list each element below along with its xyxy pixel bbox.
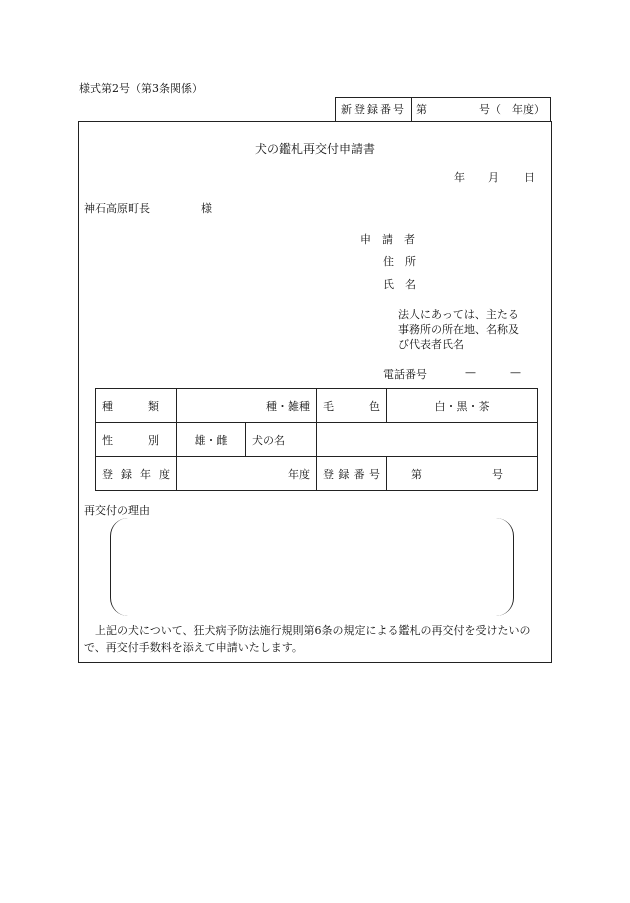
corporate-note-line2: 事務所の所在地、名称及 xyxy=(398,323,519,336)
applicant-name-label: 氏 名 xyxy=(383,278,416,291)
dog-name-value xyxy=(317,423,538,457)
statement-text: 上記の犬について、狂犬病予防法施行規則第6条の規定による鑑札の再交付を受けたいので、再交付手数料を添えて申請いたします。 xyxy=(84,624,531,654)
registration-number-dai: 第 xyxy=(411,467,422,481)
date-month: 月 xyxy=(488,171,499,184)
kind-value: 種・雑種 xyxy=(177,389,317,423)
registration-dai: 第 xyxy=(416,103,427,116)
new-registration-label: 新登録番号 xyxy=(336,98,412,122)
addressee-name: 神石高原町長 xyxy=(84,202,150,215)
statement-paragraph xyxy=(84,622,548,656)
dog-info-table xyxy=(95,388,538,491)
registration-number-go: 号 xyxy=(492,467,503,481)
registration-year-value: 年度 xyxy=(177,457,317,491)
sex-label: 性 別 xyxy=(96,423,177,457)
reissue-reason-label: 再交付の理由 xyxy=(84,504,150,517)
date-day: 日 xyxy=(524,171,535,184)
applicant-heading: 申 請 者 xyxy=(360,233,415,246)
applicant-address-label: 住 所 xyxy=(383,255,416,268)
date-year: 年 xyxy=(454,171,465,184)
table-row xyxy=(96,389,538,423)
registration-go-year: 号（ 年度） xyxy=(479,103,545,116)
registration-number-label: 登録番号 xyxy=(317,457,387,491)
reason-bracket xyxy=(110,518,514,616)
coat-color-value: 白・黒・茶 xyxy=(387,389,538,423)
addressee-suffix: 様 xyxy=(201,202,212,215)
sex-value: 雄・雌 xyxy=(177,423,246,457)
coat-color-label: 毛 色 xyxy=(317,389,387,423)
table-row xyxy=(96,457,538,491)
phone-dash-2: — xyxy=(510,366,521,379)
registration-number-box xyxy=(335,97,551,121)
dog-name-label: 犬の名 xyxy=(246,423,317,457)
registration-year-label: 登録年度 xyxy=(96,457,177,491)
form-number-label: 様式第2号（第3条関係） xyxy=(79,82,203,95)
kind-label: 種 類 xyxy=(96,389,177,423)
phone-dash-1: — xyxy=(465,366,476,379)
table-row xyxy=(96,423,538,457)
corporate-note-line3: び代表者氏名 xyxy=(398,338,464,351)
phone-label: 電話番号 xyxy=(383,368,427,381)
document-title: 犬の鑑札再交付申請書 xyxy=(254,142,375,156)
registration-number-value xyxy=(387,457,538,491)
corporate-note-line1: 法人にあっては、主たる xyxy=(398,308,519,321)
